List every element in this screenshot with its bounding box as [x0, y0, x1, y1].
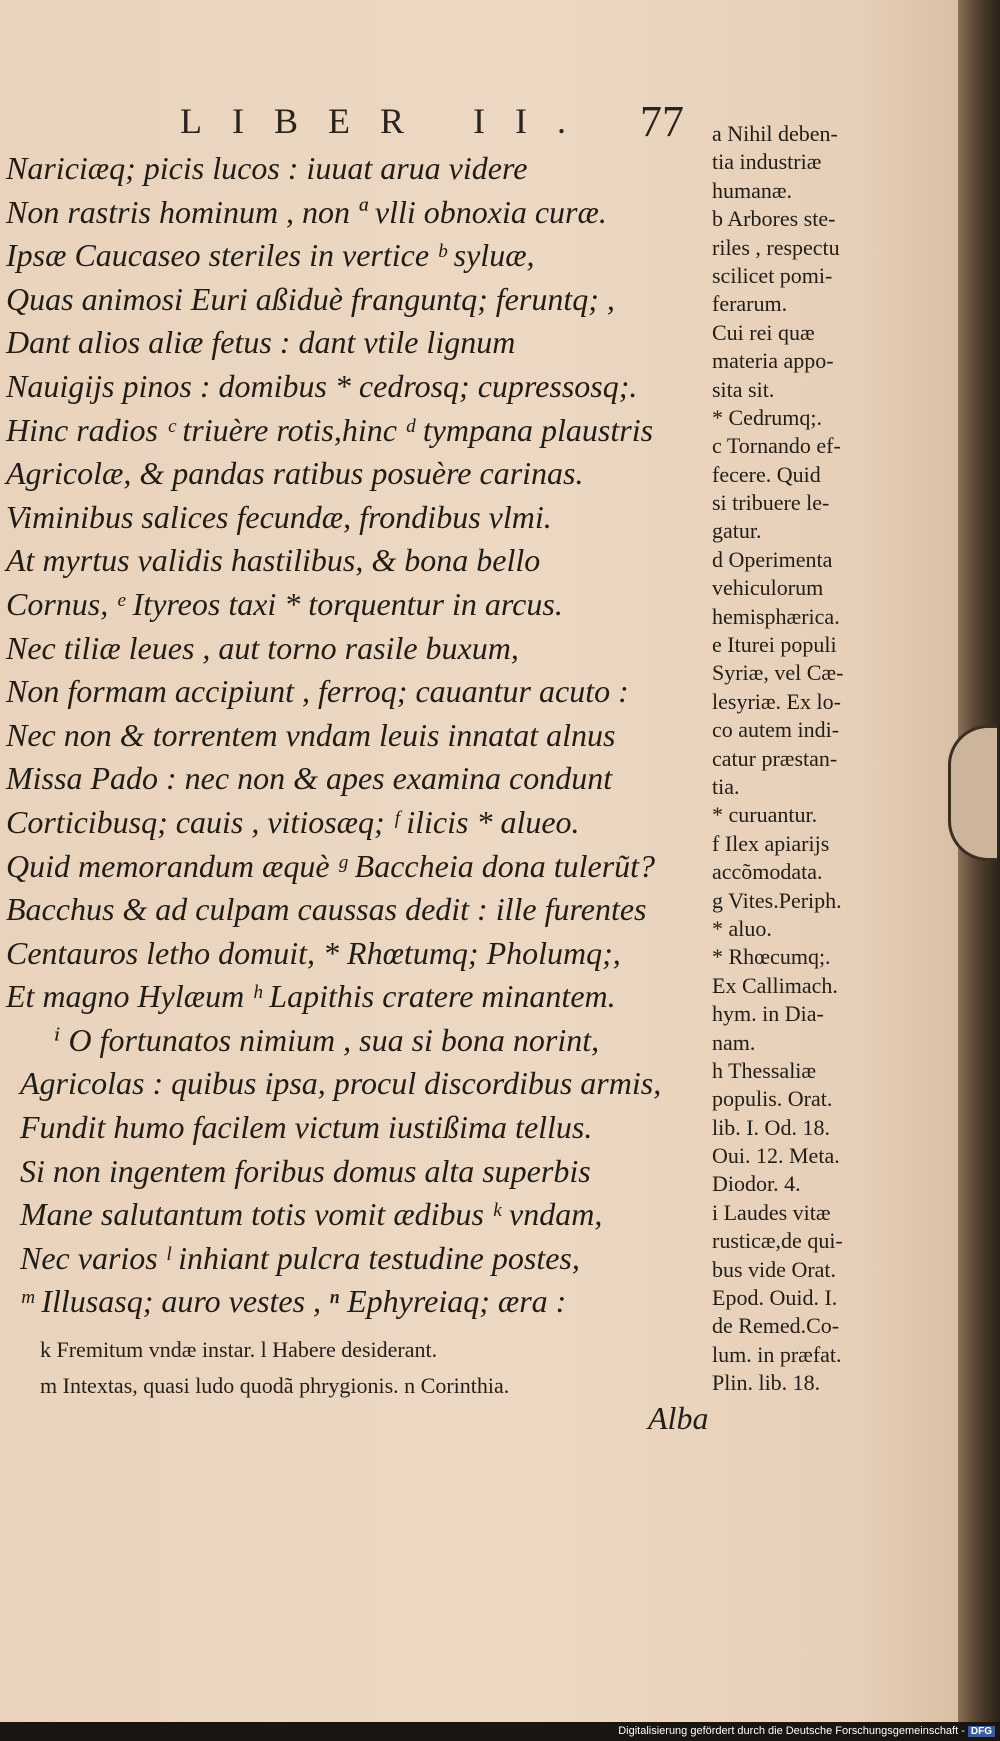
- gloss-line: accõmodata.: [712, 859, 823, 885]
- verse-line: At myrtus validis hastilibus, & bona bello: [6, 542, 541, 579]
- verse-line: Fundit humo facilem victum iustißima tellus.: [20, 1109, 593, 1146]
- page-number: 77: [640, 97, 684, 146]
- gloss-line: catur præstan-: [712, 745, 838, 771]
- gloss-line: hemisphærica.: [712, 603, 840, 629]
- gloss-line: * Cedrumq;.: [712, 404, 822, 430]
- gloss-line: de Remed.Co-: [712, 1313, 840, 1339]
- verse-line: Quas animosi Euri aßiduè franguntq; feruntq; ,: [6, 280, 615, 317]
- running-title: LIBER II.: [180, 101, 596, 141]
- gloss-line: tia.: [712, 773, 740, 799]
- gloss-line: d Operimenta: [712, 546, 833, 572]
- gloss-line: Epod. Ouid. I.: [712, 1285, 838, 1311]
- gloss-line: co autem indi-: [712, 717, 840, 743]
- verse-line: ᵐ Illusasq; auro vestes , ⁿ Ephyreiaq; æra :: [20, 1283, 567, 1320]
- verse-line: Nariciæq; picis lucos : iuuat arua videre: [6, 150, 528, 186]
- verse-line: ⁱ O fortunatos nimium , sua si bona norint,: [54, 1021, 600, 1058]
- page-edge: [958, 0, 1000, 1722]
- gloss-line: Cui rei quæ: [712, 319, 815, 345]
- gloss-line: Plin. lib. 18.: [712, 1370, 821, 1396]
- verse-line: Et magno Hylæum ʰ Lapithis cratere minantem.: [6, 978, 616, 1015]
- verse-line: Nec tiliæ leues , aut torno rasile buxum,: [6, 629, 519, 666]
- gloss-line: * Rhœcumq;.: [712, 944, 831, 970]
- gloss-line: c Tornando ef-: [712, 433, 841, 459]
- gloss-line: g Vites.Periph.: [712, 887, 842, 913]
- verse-line: Si non ingentem foribus domus alta superbis: [20, 1152, 591, 1189]
- gloss-line: lum. in præfat.: [712, 1341, 842, 1367]
- gloss-line: scilicet pomi-: [712, 262, 833, 288]
- gloss-line: lesyriæ. Ex lo-: [712, 688, 841, 714]
- gloss-line: Syriæ, vel Cæ-: [712, 660, 844, 686]
- gloss-line: b Arbores ste-: [712, 206, 836, 232]
- gloss-line: e Iturei populi: [712, 632, 837, 658]
- verse-line: Cornus, ᵉ Ityreos taxi * torquentur in arcus.: [6, 585, 563, 622]
- gloss-line: si tribuere le-: [712, 490, 830, 516]
- gloss-line: vehiculorum: [712, 575, 824, 601]
- verse-line: Hinc radios ᶜ triuère rotis,hinc ᵈ tympana plaustris: [6, 411, 654, 448]
- gloss-line: Diodor. 4.: [712, 1171, 801, 1197]
- verse-line: Non formam accipiunt , ferroq; cauantur acuto :: [6, 673, 629, 710]
- gloss-line: a Nihil deben-: [712, 121, 838, 146]
- catchword: Alba: [648, 1400, 709, 1436]
- footnote-line: m Intextas, quasi ludo quodã phrygionis. n Corinthia.: [40, 1373, 510, 1398]
- verse-line: Agricolæ, & pandas ratibus posuère carinas.: [6, 455, 584, 492]
- verse-line: Non rastris hominum , non ª vlli obnoxia curæ.: [6, 193, 607, 230]
- verse-line: Quid memorandum æquè ᵍ Baccheia dona tulerũt?: [6, 847, 656, 884]
- gloss-line: humanæ.: [712, 177, 793, 203]
- gloss-line: nam.: [712, 1029, 756, 1055]
- gloss-line: fecere. Quid: [712, 461, 821, 487]
- gloss-line: Ex Callimach.: [712, 972, 838, 998]
- gloss-line: rusticæ,de qui-: [712, 1228, 843, 1254]
- verse-line: Nauigijs pinos : domibus * cedrosq; cupressosq;.: [6, 367, 638, 404]
- footnotes: [40, 1332, 720, 1404]
- credit-text: Digitalisierung gefördert durch die Deutsche Forschungsgemeinschaft -: [618, 1725, 965, 1737]
- verse-line: Viminibus salices fecundæ, frondibus vlmi.: [6, 498, 552, 535]
- gloss-line: Oui. 12. Meta.: [712, 1143, 840, 1169]
- verse-line: Nec varios ˡ inhiant pulcra testudine postes,: [20, 1239, 580, 1276]
- dfg-logo: DFG: [968, 1726, 995, 1737]
- gloss-line: tia industriæ: [712, 149, 822, 175]
- verse-line: Centauros letho domuit, * Rhœtumq; Pholumq;,: [6, 934, 621, 971]
- gloss-line: bus vide Orat.: [712, 1256, 837, 1282]
- verse-line: Mane salutantum totis vomit ædibus ᵏ vndam,: [20, 1196, 603, 1233]
- gloss-line: gatur.: [712, 518, 762, 544]
- verse-line: Bacchus & ad culpam caussas dedit : ille furentes: [6, 891, 647, 928]
- gloss-line: materia appo-: [712, 348, 834, 374]
- verse-line: Missa Pado : nec non & apes examina condunt: [6, 760, 613, 797]
- gloss-line: h Thessaliæ: [712, 1057, 817, 1083]
- gloss-line: lib. I. Od. 18.: [712, 1114, 830, 1140]
- gloss-line: * aluo.: [712, 915, 772, 941]
- verse-line: Corticibusq; cauis , vitiosæq; ᶠ ilicis * alueo.: [6, 803, 580, 840]
- verse-line: Dant alios aliæ fetus : dant vtile lignum: [6, 324, 516, 361]
- gloss-line: i Laudes vitæ: [712, 1199, 831, 1225]
- gloss-line: f Ilex apiarijs: [712, 830, 830, 856]
- gloss-line: * curuantur.: [712, 802, 818, 828]
- gloss-line: hym. in Dia-: [712, 1001, 824, 1027]
- margin-gloss: [712, 120, 932, 1398]
- book-clasp: [948, 725, 997, 861]
- verse-line: Agricolas : quibus ipsa, procul discordibus armis,: [20, 1065, 662, 1102]
- verse-block: [6, 147, 706, 1324]
- verse-line: Ipsæ Caucaseo steriles in vertice ᵇ syluæ,: [6, 237, 535, 274]
- footnote-line: k Fremitum vndæ instar. l Habere desiderant.: [40, 1337, 438, 1362]
- gloss-line: populis. Orat.: [712, 1086, 833, 1112]
- gloss-line: sita sit.: [712, 376, 775, 402]
- digitization-credit: [600, 1725, 995, 1741]
- gloss-line: ferarum.: [712, 291, 788, 317]
- gloss-line: riles , respectu: [712, 234, 840, 260]
- verse-line: Nec non & torrentem vndam leuis innatat alnus: [6, 716, 616, 753]
